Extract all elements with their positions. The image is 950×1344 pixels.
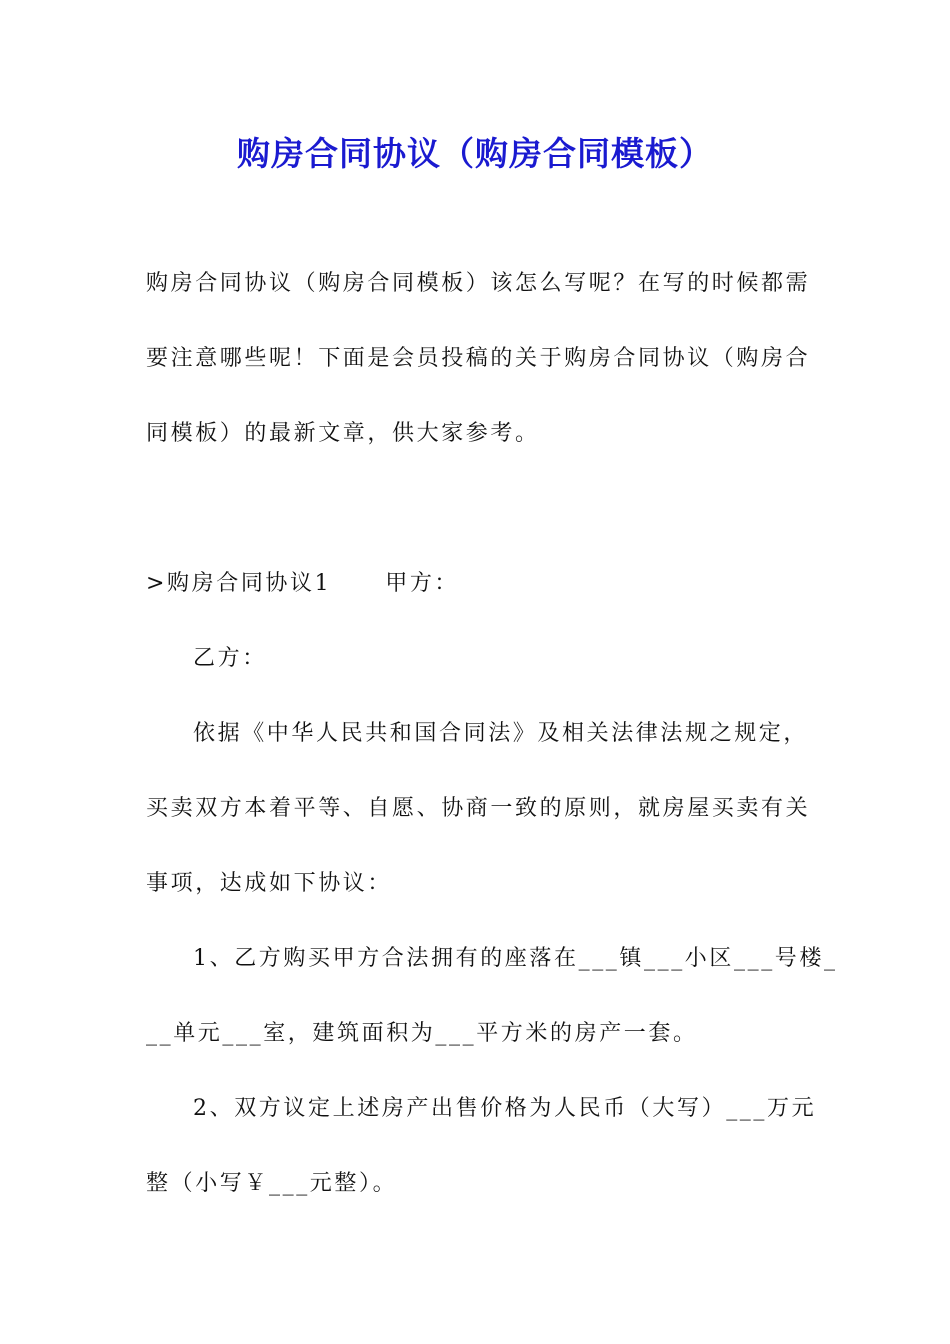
intro-line: 要注意哪些呢！下面是会员投稿的关于购房合同协议（购房合 [146, 346, 811, 371]
clause-2-line: 2、双方议定上述房产出售价格为人民币（大写）___万元 [193, 1096, 817, 1121]
intro-line: 同模板）的最新文章，供大家参考。 [146, 421, 540, 446]
basis-line: 依据《中华人民共和国合同法》及相关法律法规之规定， [193, 721, 809, 746]
party-a-label: 甲方： [385, 571, 460, 596]
section-heading-row [146, 546, 812, 621]
document-title: 购房合同协议（购房合同模板） [237, 134, 713, 173]
intro-paragraph [146, 246, 812, 471]
party-b-label: 乙方： [193, 646, 267, 671]
basis-line: 买卖双方本着平等、自愿、协商一致的原则，就房屋买卖有关 [146, 796, 811, 821]
clause-1-line: 1、乙方购买甲方合法拥有的座落在___镇___小区___号楼_ [193, 946, 838, 971]
basis-line: 事项，达成如下协议： [146, 871, 393, 896]
clause-2 [146, 1071, 817, 1221]
clause-1 [146, 921, 838, 1071]
intro-line: 购房合同协议（购房合同模板）该怎么写呢？在写的时候都需 [146, 271, 811, 296]
section-heading: >购房合同协议1 [146, 571, 332, 596]
basis-paragraph [146, 696, 812, 921]
section-heading-line [146, 546, 812, 621]
clause-1-line: __单元___室，建筑面积为___平方米的房产一套。 [146, 1021, 698, 1046]
party-b-row [146, 621, 812, 696]
clause-2-line: 整（小写￥___元整）。 [146, 1171, 398, 1196]
